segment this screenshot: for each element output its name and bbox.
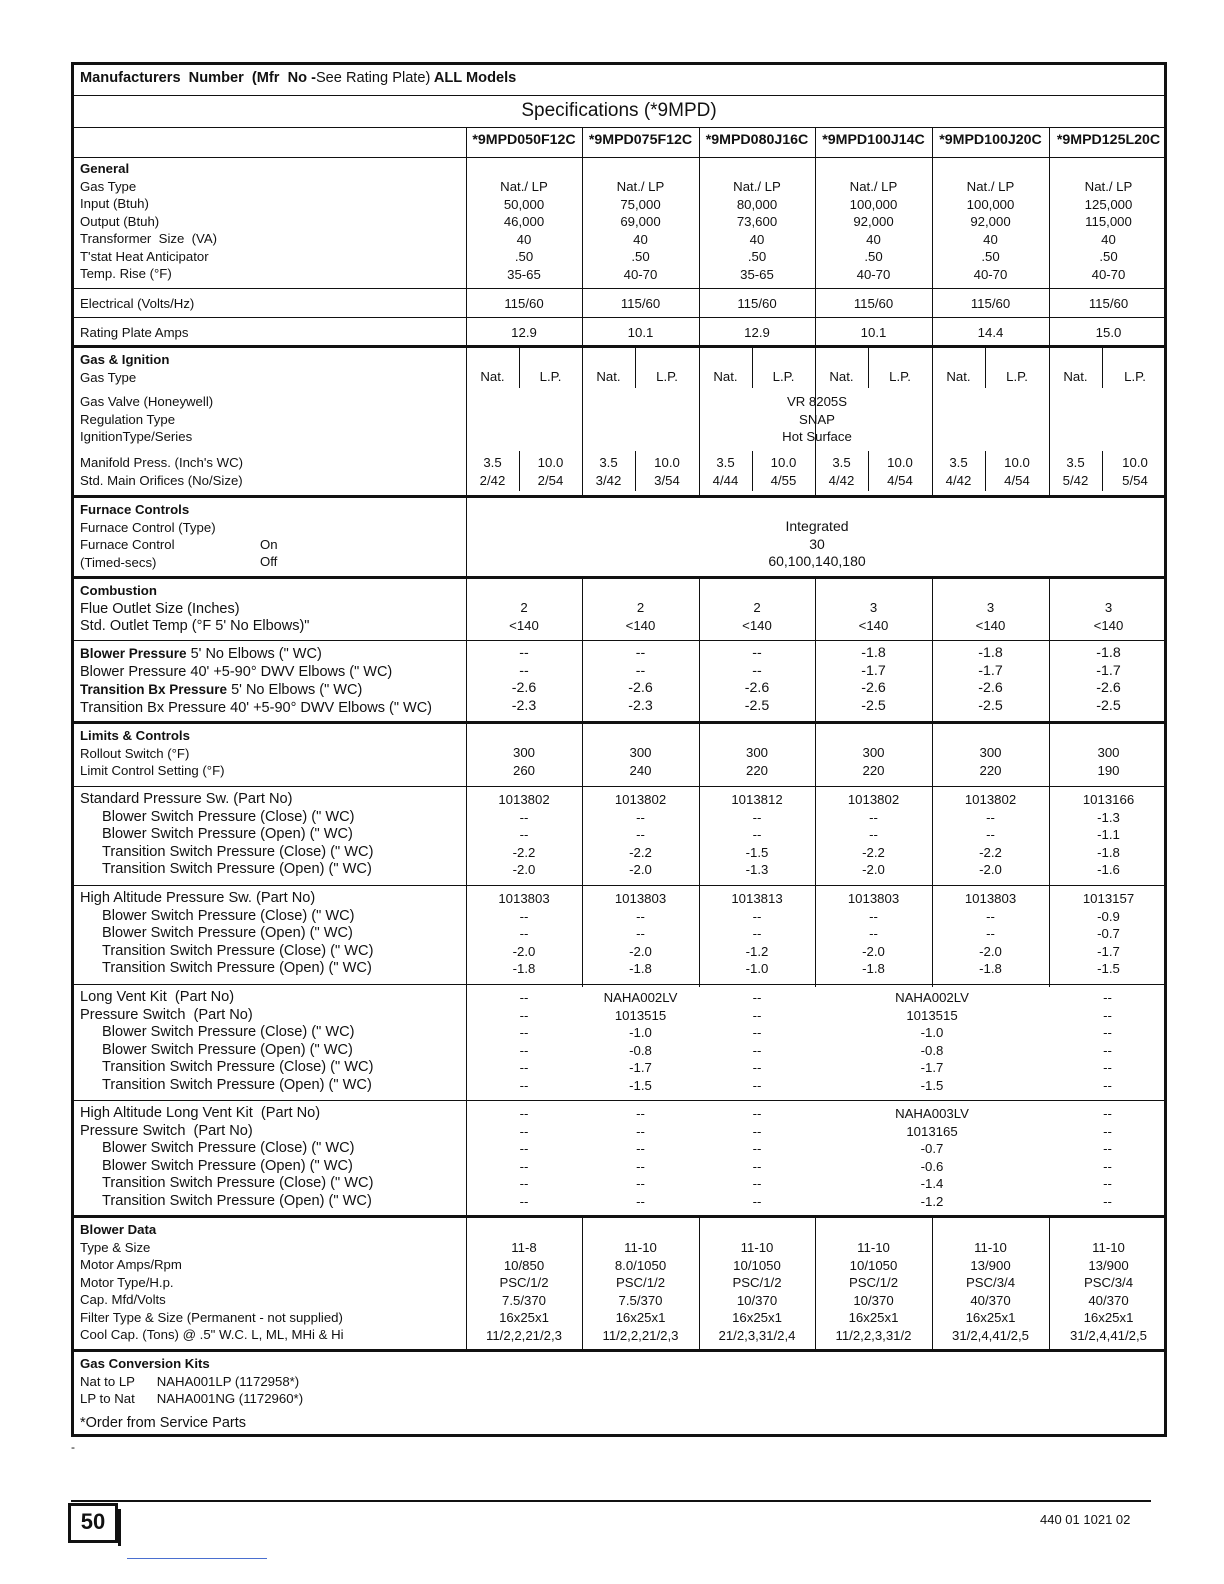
lp-label: L.P.	[1124, 369, 1146, 384]
ha-long-vent-labels: High Altitude Long Vent Kit (Part No) Pressure Switch (Part No) Blower Switch Pressure (Close) (" WC) Blower Switch Pressure (Open) (" WC) Transition Switch Pressure (Close) (" WC) Transition Switch Pressure (Open) (" WC)	[80, 1105, 374, 1209]
model-header: *9MPD100J14C	[822, 132, 925, 148]
lp-label: L.P.	[1006, 369, 1028, 384]
model-header: *9MPD050F12C	[472, 132, 576, 148]
general-col: Nat./ LP 75,000 69,000 40 .50 40-70	[616, 179, 665, 282]
model-header: *9MPD125L20C	[1056, 132, 1161, 148]
combustion-col: 3 <140	[1093, 600, 1124, 633]
blower-pressure-labels: Blower Pressure 5' No Elbows (" WC) Blower Pressure 40' +5-90° DWV Elbows (" WC) Transition Bx Pressure 5' No Elbows (" WC) Transition Bx Pressure 40' +5-90° DWV Elbows (" WC)	[80, 646, 433, 716]
std-pressure-col: 1013812 -- -- -1.5 -1.3	[731, 792, 783, 877]
model-header: *9MPD100J20C	[939, 132, 1042, 148]
blower-data-col: 11-10 8.0/1050 PSC/1/2 7.5/370 16x25x1 11/2,2,21/2,3	[602, 1240, 679, 1343]
combustion-col: 3 <140	[975, 600, 1006, 633]
conversion-kits: Gas Conversion Kits Nat to LP NAHA001LP (1172958*) LP to Nat NAHA001NG (1172960*)	[80, 1356, 304, 1406]
rating-amps-label: Rating Plate Amps	[80, 325, 189, 340]
nat-label: Nat.	[1063, 369, 1088, 384]
blower-pressure-col: -- -- -2.6 -2.3	[628, 645, 653, 714]
service-parts-note: *Order from Service Parts	[80, 1415, 246, 1431]
electrical-value: 115/60	[970, 296, 1011, 311]
manifold-lp: 10.0 2/54	[537, 455, 564, 488]
high-alt-col: 1013813 -- -- -1.2 -1.0	[731, 891, 783, 976]
nat-label: Nat.	[713, 369, 738, 384]
high-alt-col: 1013803 -- -- -2.0 -1.8	[847, 891, 900, 976]
mfr-number-row	[74, 65, 1164, 96]
high-alt-col: 1013803 -- -- -2.0 -1.8	[498, 891, 550, 976]
manifold-nat: 3.5 4/42	[828, 455, 855, 488]
std-pressure-col: 1013802 -- -- -2.2 -2.0	[498, 792, 550, 877]
manifold-labels: Manifold Press. (Inch's WC) Std. Main Orifices (No/Size)	[80, 455, 244, 488]
ha-long-vent-col3: -- -- -- -- -- --	[752, 1106, 762, 1209]
electrical-value: 115/60	[504, 296, 544, 311]
limits-labels: Limits & Controls Rollout Switch (°F) Limit Control Setting (°F)	[80, 728, 225, 778]
electrical-value: 115/60	[620, 296, 661, 311]
general-col: Nat./ LP 80,000 73,600 40 .50 35-65	[733, 179, 781, 282]
blower-pressure-col: -1.8 -1.7 -2.6 -2.5	[978, 645, 1003, 714]
high-alt-labels: High Altitude Pressure Sw. (Part No) Blower Switch Pressure (Close) (" WC) Blower Switch Pressure (Open) (" WC) Transition Switch Pressure (Close) (" WC) Transition Switch Pressure (Open) (" WC)	[80, 890, 374, 976]
manifold-nat: 3.5 5/42	[1062, 455, 1089, 488]
combustion-col: 2 <140	[742, 600, 772, 633]
lp-label: L.P.	[539, 369, 562, 384]
specifications-table	[71, 62, 1167, 1437]
manifold-nat: 3.5 3/42	[595, 455, 622, 488]
rating-amps-value: 15.0	[1095, 325, 1122, 340]
ha-long-vent-col6: -- -- -- -- -- --	[1103, 1106, 1112, 1209]
furnace-off-label: Off	[260, 554, 278, 569]
blower-pressure-col: -- -- -2.6 -2.5	[744, 645, 770, 714]
combustion-col: 2 <140	[625, 600, 656, 633]
manifold-nat: 3.5 4/44	[712, 455, 739, 488]
nat-label: Nat.	[480, 369, 505, 384]
general-col: Nat./ LP 125,000 115,000 40 .50 40-70	[1084, 179, 1133, 282]
blower-data-col: 11-10 10/1050 PSC/1/2 10/370 16x25x1 21/2,3,31/2,4	[718, 1240, 796, 1343]
long-vent-col1: -- -- -- -- -- --	[519, 990, 529, 1093]
lp-label: L.P.	[772, 369, 795, 384]
blower-data-col: 11-10 13/900 PSC/3/4 40/370 16x25x1 31/2,4,41/2,5	[952, 1240, 1029, 1343]
blower-pressure-col: -1.8 -1.7 -2.6 -2.5	[861, 645, 886, 714]
std-pressure-col: 1013166 -1.3 -1.1 -1.8 -1.6	[1082, 792, 1135, 877]
electrical-label: Electrical (Volts/Hz)	[80, 296, 195, 311]
manifold-lp: 10.0 3/54	[654, 455, 680, 488]
ha-long-vent-col2: -- -- -- -- -- --	[636, 1106, 645, 1209]
general-col: Nat./ LP 100,000 92,000 40 .50 40-70	[966, 179, 1015, 282]
blower-data-col: 11-8 10/850 PSC/1/2 7.5/370 16x25x1 11/2,2,21/2,3	[485, 1240, 562, 1343]
footer-rule	[71, 1500, 1151, 1502]
high-alt-col: 1013803 -- -- -2.0 -1.8	[614, 891, 667, 976]
limits-col: 300 220	[979, 745, 1002, 778]
limits-col: 300 240	[629, 745, 652, 778]
general-col: Nat./ LP 50,000 46,000 40 .50 35-65	[500, 179, 548, 282]
page-number: 50	[68, 1503, 118, 1543]
model-header: *9MPD075F12C	[588, 132, 693, 148]
gas-valve-labels: Gas Valve (Honeywell) Regulation Type IgnitionType/Series	[80, 394, 214, 444]
high-alt-col: 1013157 -0.9 -0.7 -1.7 -1.5	[1082, 891, 1135, 976]
blower-pressure-col: -1.8 -1.7 -2.6 -2.5	[1096, 645, 1121, 714]
ha-long-vent-col45: NAHA003LV 1013165 -0.7 -0.6 -1.4 -1.2	[895, 1106, 969, 1209]
gas-ignition-labels: Gas & Ignition Gas Type	[80, 352, 170, 385]
spec-title: Specifications (*9MPD)	[521, 100, 717, 121]
ha-long-vent-col1: -- -- -- -- -- --	[519, 1106, 529, 1209]
nat-label: Nat.	[829, 369, 854, 384]
rating-amps-value: 10.1	[627, 325, 654, 340]
combustion-col: 2 <140	[509, 600, 539, 633]
stray-mark: -	[71, 1440, 75, 1454]
spec-title-row	[74, 96, 1164, 128]
blower-data-labels: Blower Data Type & Size Motor Amps/Rpm Motor Type/H.p. Cap. Mfd/Volts Filter Type & Size (Permanent - not supplied) Cool Cap. (Tons) @ .5" W.C. L, ML, MHi & Hi	[80, 1222, 344, 1342]
long-vent-col3: -- -- -- -- -- --	[752, 990, 762, 1093]
rating-amps-value: 12.9	[744, 325, 770, 340]
manifold-lp: 10.0 4/54	[1004, 455, 1030, 488]
mfr-number-label: Manufacturers Number (Mfr No -See Rating Plate) ALL Models	[80, 70, 517, 86]
model-header: *9MPD080J16C	[705, 132, 809, 148]
furnace-controls-labels: Furnace Controls Furnace Control (Type) Furnace Control (Timed-secs)	[80, 502, 216, 570]
link-underline	[127, 1558, 267, 1559]
furnace-controls-values: Integrated 30 60,100,140,180	[768, 518, 866, 569]
lp-label: L.P.	[889, 369, 911, 384]
limits-col: 300 220	[862, 745, 885, 778]
std-pressure-col: 1013802 -- -- -2.2 -2.0	[964, 792, 1017, 877]
limits-col: 300 190	[1097, 745, 1120, 778]
electrical-value: 115/60	[1088, 296, 1129, 311]
gas-valve-values: VR 8205S SNAP Hot Surface	[782, 394, 852, 444]
std-pressure-col: 1013802 -- -- -2.2 -2.0	[614, 792, 667, 877]
blower-data-col: 11-10 13/900 PSC/3/4 40/370 16x25x1 31/2,4,41/2,5	[1070, 1240, 1147, 1343]
nat-label: Nat.	[946, 369, 971, 384]
manifold-lp: 10.0 4/54	[887, 455, 913, 488]
manifold-nat: 3.5 4/42	[945, 455, 972, 488]
blower-data-col: 11-10 10/1050 PSC/1/2 10/370 16x25x1 11/2,2,3,31/2	[835, 1240, 912, 1343]
lp-label: L.P.	[656, 369, 678, 384]
high-alt-col: 1013803 -- -- -2.0 -1.8	[964, 891, 1017, 976]
document-number: 440 01 1021 02	[1040, 1512, 1131, 1527]
limits-col: 300 220	[745, 745, 768, 778]
std-pressure-labels: Standard Pressure Sw. (Part No) Blower Switch Pressure (Close) (" WC) Blower Switch Pressure (Open) (" WC) Transition Switch Pressure (Close) (" WC) Transition Switch Pressure (Open) (" WC)	[80, 791, 374, 877]
rating-amps-value: 14.4	[977, 325, 1004, 340]
nat-label: Nat.	[596, 369, 621, 384]
long-vent-col2: NAHA002LV 1013515 -1.0 -0.8 -1.7 -1.5	[603, 990, 678, 1093]
blower-pressure-col: -- -- -2.6 -2.3	[511, 645, 537, 714]
limits-col: 300 260	[512, 745, 535, 778]
furnace-on-label: On	[260, 537, 278, 552]
long-vent-labels: Long Vent Kit (Part No) Pressure Switch (Part No) Blower Switch Pressure (Close) (" WC) Blower Switch Pressure (Open) (" WC) Transition Switch Pressure (Close) (" WC) Transition Switch Pressure (Open) (" WC)	[80, 989, 374, 1093]
long-vent-col6: -- -- -- -- -- --	[1103, 990, 1112, 1093]
general-col: Nat./ LP 100,000 92,000 40 .50 40-70	[849, 179, 898, 282]
rating-amps-value: 10.1	[860, 325, 887, 340]
long-vent-col45: NAHA002LV 1013515 -1.0 -0.8 -1.7 -1.5	[895, 990, 969, 1093]
general-labels: General Gas Type Input (Btuh) Output (Btuh) Transformer Size (VA) T'stat Heat Anticipator Temp. Rise (°F)	[80, 161, 218, 281]
electrical-value: 115/60	[737, 296, 777, 311]
manifold-nat: 3.5 2/42	[479, 455, 506, 488]
electrical-value: 115/60	[853, 296, 894, 311]
manifold-lp: 10.0 5/54	[1122, 455, 1148, 488]
combustion-labels: Combustion Flue Outlet Size (Inches) Std. Outlet Temp (°F 5' No Elbows)"	[80, 583, 310, 634]
std-pressure-col: 1013802 -- -- -2.2 -2.0	[847, 792, 900, 877]
rating-amps-value: 12.9	[511, 325, 537, 340]
combustion-col: 3 <140	[858, 600, 889, 633]
manifold-lp: 10.0 4/55	[770, 455, 797, 488]
